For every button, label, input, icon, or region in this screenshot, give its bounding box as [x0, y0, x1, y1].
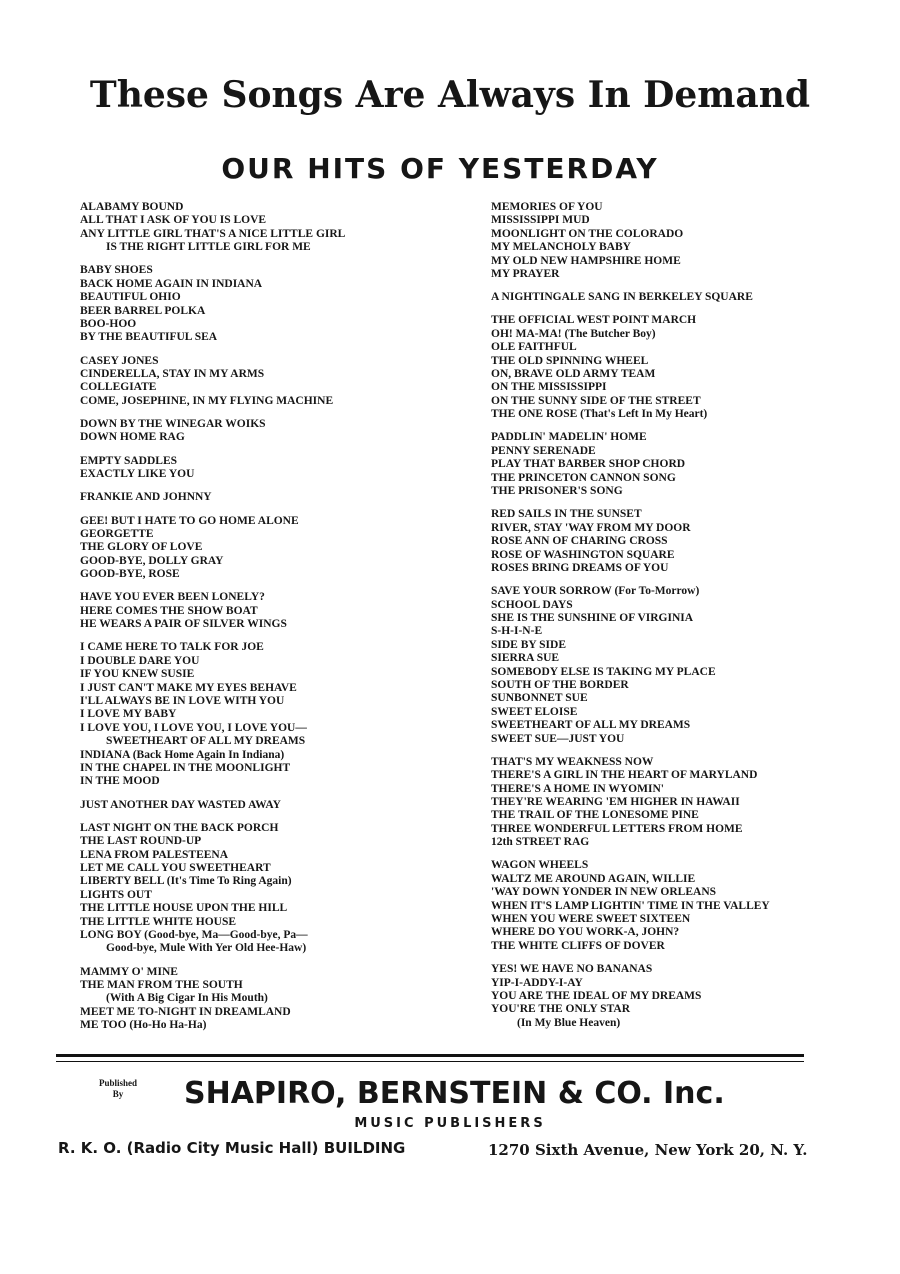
song-title-line: SWEETHEART OF ALL MY DREAMS [491, 719, 691, 732]
song-title-line: BY THE BEAUTIFUL SEA [80, 331, 218, 344]
song-group [491, 314, 836, 421]
song-title-line: WHEN YOU WERE SWEET SIXTEEN [491, 913, 691, 926]
song-title [80, 749, 450, 762]
song-title [491, 733, 836, 746]
song-group [491, 201, 836, 281]
song-title [80, 695, 450, 708]
song-title-line: YOU ARE THE IDEAL OF MY DREAMS [491, 989, 702, 1002]
song-title [80, 655, 450, 668]
song-title-line: THAT'S MY WEAKNESS NOW [491, 755, 654, 768]
song-title [80, 902, 450, 915]
song-title [80, 468, 450, 481]
song-title-line: THE ONE ROSE (That's Left In My Heart) [491, 408, 708, 421]
song-title [80, 355, 450, 368]
song-title-line: LIGHTS OUT [80, 888, 152, 901]
song-title [80, 431, 450, 444]
song-title-line: S-H-I-N-E [491, 625, 543, 638]
song-title [80, 568, 450, 581]
song-title [491, 241, 836, 254]
song-title-line: WHERE DO YOU WORK-A, JOHN? [491, 926, 680, 939]
song-title-line: OH! MA-MA! (The Butcher Boy) [491, 327, 656, 340]
song-title-line: THERE'S A HOME IN WYOMIN' [491, 782, 664, 795]
song-group [80, 641, 450, 788]
song-title [80, 835, 450, 848]
song-title-line: RIVER, STAY 'WAY FROM MY DOOR [491, 521, 691, 534]
song-title-line: MY PRAYER [491, 268, 560, 281]
song-title-line: ALABAMY BOUND [80, 201, 184, 213]
song-title-line: ON THE MISSISSIPPI [491, 381, 607, 394]
song-title-line: 12th STREET RAG [491, 836, 590, 849]
song-title [491, 706, 836, 719]
song-title-line: SOMEBODY ELSE IS TAKING MY PLACE [491, 665, 716, 678]
song-title [491, 201, 836, 214]
song-title-line: THE PRINCETON CANNON SONG [491, 471, 676, 484]
song-title-line: ON, BRAVE OLD ARMY TEAM [491, 368, 656, 381]
song-title [491, 368, 836, 381]
song-title [491, 666, 836, 679]
song-title-line: MEET ME TO-NIGHT IN DREAMLAND [80, 1005, 291, 1018]
song-title [491, 926, 836, 939]
song-title [491, 679, 836, 692]
song-title [491, 836, 836, 849]
song-title-line: I LOVE MY BABY [80, 708, 177, 721]
song-title-line: CINDERELLA, STAY IN MY ARMS [80, 368, 265, 381]
song-group [80, 822, 450, 956]
song-title-line: MEMORIES OF YOU [491, 201, 603, 213]
song-title-line: IF YOU KNEW SUSIE [80, 668, 195, 681]
page-headline: These Songs Are Always In Demand [89, 74, 811, 116]
song-title-line: GEE! BUT I HATE TO GO HOME ALONE [80, 514, 299, 527]
song-title [491, 652, 836, 665]
song-title [80, 305, 450, 318]
song-title [491, 599, 836, 612]
song-title [80, 929, 450, 956]
song-title [491, 977, 836, 990]
publisher-address: 1270 Sixth Avenue, New York 20, N. Y. [488, 1141, 808, 1159]
song-title-line: MY OLD NEW HAMPSHIRE HOME [491, 254, 681, 267]
song-title [491, 395, 836, 408]
song-title [491, 783, 836, 796]
song-title [491, 535, 836, 548]
song-title-line: PLAY THAT BARBER SHOP CHORD [491, 458, 686, 471]
song-title [491, 355, 836, 368]
song-title [491, 328, 836, 341]
song-title [491, 719, 836, 732]
song-title-line: SIDE BY SIDE [491, 638, 566, 651]
song-title [491, 431, 836, 444]
song-title [80, 395, 450, 408]
song-title-line: THE LAST ROUND-UP [80, 835, 202, 848]
song-title-line: ON THE SUNNY SIDE OF THE STREET [491, 394, 701, 407]
song-title [80, 1006, 450, 1019]
song-title-line: YOU'RE THE ONLY STAR [491, 1003, 630, 1016]
song-title [80, 682, 450, 695]
song-title-line: EXACTLY LIKE YOU [80, 468, 195, 481]
song-title [491, 692, 836, 705]
song-title-line: DOWN BY THE WINEGAR WOIKS [80, 418, 266, 431]
song-title-continuation: SWEETHEART OF ALL MY DREAMS [106, 735, 306, 748]
song-title [80, 966, 450, 979]
publisher-tagline: MUSIC PUBLISHERS [354, 1116, 546, 1131]
song-title-line: THE MAN FROM THE SOUTH [80, 979, 243, 992]
song-title-line: ROSE OF WASHINGTON SQUARE [491, 548, 675, 561]
song-title [491, 796, 836, 809]
song-title-line: SAVE YOUR SORROW (For To-Morrow) [491, 585, 700, 598]
song-title [80, 515, 450, 528]
song-title-line: FRANKIE AND JOHNNY [80, 491, 212, 504]
song-title [491, 508, 836, 521]
song-title [491, 585, 836, 598]
song-title-continuation: (In My Blue Heaven) [517, 1016, 621, 1029]
song-title-line: THERE'S A GIRL IN THE HEART OF MARYLAND [491, 769, 758, 782]
song-title-line: WAGON WHEELS [491, 859, 589, 872]
song-title [80, 862, 450, 875]
song-title [491, 445, 836, 458]
song-title-line: COLLEGIATE [80, 381, 157, 394]
song-title-line: THE LITTLE HOUSE UPON THE HILL [80, 902, 288, 915]
published-label: Published [98, 1078, 138, 1088]
song-title [491, 900, 836, 913]
song-title [491, 639, 836, 652]
song-title-line: SHE IS THE SUNSHINE OF VIRGINIA [491, 611, 694, 624]
song-title [491, 859, 836, 872]
song-title [491, 809, 836, 822]
song-title [491, 886, 836, 899]
song-title [80, 916, 450, 929]
song-title [80, 775, 450, 788]
song-title-line: THE TRAIL OF THE LONESOME PINE [491, 809, 699, 822]
song-title-continuation: Good-bye, Mule With Yer Old Hee-Haw) [106, 942, 307, 955]
footer-rule-thick [56, 1054, 804, 1057]
song-title-line: IN THE MOOD [80, 775, 160, 788]
song-group [80, 515, 450, 582]
song-title-line: BACK HOME AGAIN IN INDIANA [80, 277, 263, 290]
song-title [80, 264, 450, 277]
publisher-name: SHAPIRO, BERNSTEIN & CO. Inc. [184, 1076, 725, 1111]
song-title-line: THE PRISONER'S SONG [491, 485, 623, 498]
song-title-line: PADDLIN' MADELIN' HOME [491, 431, 647, 444]
song-title-line: HERE COMES THE SHOW BOAT [80, 604, 258, 617]
song-title-line: DOWN HOME RAG [80, 431, 185, 444]
song-title-line: SWEET SUE—JUST YOU [491, 732, 625, 745]
song-title [491, 562, 836, 575]
song-group [491, 859, 836, 953]
song-title-line: RED SAILS IN THE SUNSET [491, 508, 642, 521]
song-title [491, 522, 836, 535]
song-title [491, 228, 836, 241]
song-title-line: THE WHITE CLIFFS OF DOVER [491, 939, 665, 952]
song-title-line: THE LITTLE WHITE HOUSE [80, 915, 237, 928]
song-title [80, 318, 450, 331]
song-title-line: SCHOOL DAYS [491, 598, 573, 611]
song-title [80, 605, 450, 618]
song-title [491, 940, 836, 953]
song-title-line: LONG BOY (Good-bye, Ma—Good-bye, Pa— [80, 929, 308, 942]
song-title-line: MAMMY O' MINE [80, 965, 178, 978]
song-title [491, 214, 836, 227]
song-title-line: JUST ANOTHER DAY WASTED AWAY [80, 798, 281, 811]
song-group [491, 291, 836, 304]
song-title [80, 331, 450, 344]
song-title [491, 268, 836, 281]
song-title-line: ANY LITTLE GIRL THAT'S A NICE LITTLE GIRL [80, 227, 346, 240]
song-title-line: I'LL ALWAYS BE IN LOVE WITH YOU [80, 694, 285, 707]
song-title [491, 873, 836, 886]
song-title-line: IN THE CHAPEL IN THE MOONLIGHT [80, 762, 291, 774]
song-title-line: ME TOO (Ho-Ho Ha-Ha) [80, 1019, 207, 1032]
song-title-line: WHEN IT'S LAMP LIGHTIN' TIME IN THE VALLEY [491, 899, 770, 912]
song-group [80, 799, 450, 812]
song-title-line: 'WAY DOWN YONDER IN NEW ORLEANS [491, 886, 717, 899]
song-group [491, 963, 836, 1030]
song-title [80, 849, 450, 862]
song-title-line: THE GLORY OF LOVE [80, 541, 203, 554]
song-title [491, 625, 836, 638]
song-title-line: I LOVE YOU, I LOVE YOU, I LOVE YOU— [80, 721, 307, 734]
song-title-line: I CAME HERE TO TALK FOR JOE [80, 641, 264, 654]
song-title-line: SWEET ELOISE [491, 705, 578, 718]
song-title-line: ROSES BRING DREAMS OF YOU [491, 561, 669, 574]
song-title [80, 668, 450, 681]
song-title-line: LIBERTY BELL (It's Time To Ring Again) [80, 875, 292, 888]
song-group [80, 591, 450, 631]
song-title-continuation: IS THE RIGHT LITTLE GIRL FOR ME [106, 241, 311, 254]
song-group [491, 431, 836, 498]
song-title-line: I DOUBLE DARE YOU [80, 654, 200, 667]
song-title-line: SUNBONNET SUE [491, 692, 588, 705]
song-title [491, 255, 836, 268]
song-title [80, 228, 450, 255]
song-title [80, 381, 450, 394]
song-title-line: SOUTH OF THE BORDER [491, 678, 629, 691]
song-title-line: MY MELANCHOLY BABY [491, 241, 631, 254]
song-group [491, 585, 836, 746]
song-title [80, 618, 450, 631]
song-title-line: THE OFFICIAL WEST POINT MARCH [491, 314, 697, 327]
song-title-line: ALL THAT I ASK OF YOU IS LOVE [80, 214, 267, 227]
song-title [491, 458, 836, 471]
song-column-right [491, 201, 836, 1040]
song-title [80, 278, 450, 291]
song-title [80, 214, 450, 227]
song-title-line: MISSISSIPPI MUD [491, 214, 590, 227]
song-title [491, 913, 836, 926]
song-title-line: GEORGETTE [80, 527, 154, 540]
song-title [80, 591, 450, 604]
song-title [491, 472, 836, 485]
publisher-building: R. K. O. (Radio City Music Hall) BUILDING [58, 1139, 406, 1157]
song-title [491, 1003, 836, 1030]
song-title [491, 314, 836, 327]
song-title [491, 990, 836, 1003]
song-group [80, 491, 450, 504]
song-title-line: COME, JOSEPHINE, IN MY FLYING MACHINE [80, 394, 334, 407]
song-group [80, 966, 450, 1033]
song-title [80, 722, 450, 749]
song-title-line: CASEY JONES [80, 354, 159, 367]
song-title-line: BOO-HOO [80, 318, 137, 331]
song-title-line: EMPTY SADDLES [80, 454, 178, 467]
song-title [80, 418, 450, 431]
song-title-line: PENNY SERENADE [491, 444, 596, 457]
song-title-line: A NIGHTINGALE SANG IN BERKELEY SQUARE [491, 291, 753, 304]
song-title-line: LET ME CALL YOU SWEETHEART [80, 862, 271, 875]
song-title-line: LAST NIGHT ON THE BACK PORCH [80, 821, 279, 834]
song-title-line: ROSE ANN OF CHARING CROSS [491, 535, 668, 548]
song-title-line: INDIANA (Back Home Again In Indiana) [80, 748, 285, 761]
song-title [491, 408, 836, 421]
song-title [80, 762, 450, 775]
song-title-line: LENA FROM PALESTEENA [80, 848, 229, 861]
song-title-continuation: (With A Big Cigar In His Mouth) [106, 992, 268, 1005]
song-title-line: OLE FAITHFUL [491, 341, 577, 354]
song-title [80, 822, 450, 835]
song-title-line: I JUST CAN'T MAKE MY EYES BEHAVE [80, 681, 297, 694]
song-title [491, 381, 836, 394]
song-title-line: THREE WONDERFUL LETTERS FROM HOME [491, 822, 743, 835]
song-title [491, 549, 836, 562]
footer-rule-thin [56, 1061, 804, 1062]
song-group [80, 418, 450, 445]
song-title [80, 201, 450, 214]
song-title [80, 455, 450, 468]
song-title-line: YIP-I-ADDY-I-AY [491, 976, 583, 989]
song-title-line: THE OLD SPINNING WHEEL [491, 354, 649, 367]
song-title [491, 963, 836, 976]
song-title-line: YES! WE HAVE NO BANANAS [491, 963, 653, 976]
song-title-line: HAVE YOU EVER BEEN LONELY? [80, 591, 265, 604]
song-title-line: GOOD-BYE, ROSE [80, 568, 180, 581]
song-title [80, 708, 450, 721]
song-title-line: GOOD-BYE, DOLLY GRAY [80, 554, 224, 567]
song-title [80, 979, 450, 1006]
song-title [491, 612, 836, 625]
song-title [80, 291, 450, 304]
song-title [80, 555, 450, 568]
section-title: OUR HITS OF YESTERDAY [221, 152, 659, 185]
published-by-label [96, 1078, 140, 1100]
song-title [80, 368, 450, 381]
song-title [80, 889, 450, 902]
song-title-line: BEER BARREL POLKA [80, 304, 206, 317]
song-title-line: WALTZ ME AROUND AGAIN, WILLIE [491, 872, 696, 885]
song-title-line: HE WEARS A PAIR OF SILVER WINGS [80, 618, 287, 631]
song-group [80, 355, 450, 409]
song-title [491, 291, 836, 304]
song-column-left [80, 201, 450, 1043]
song-title [80, 491, 450, 504]
song-title-line: MOONLIGHT ON THE COLORADO [491, 227, 684, 240]
song-title [80, 1019, 450, 1032]
song-title [491, 756, 836, 769]
song-title [80, 799, 450, 812]
song-title-line: BABY SHOES [80, 264, 153, 277]
song-group [80, 264, 450, 344]
song-group [491, 508, 836, 575]
by-label: By [112, 1089, 124, 1099]
song-title [80, 541, 450, 554]
song-title [491, 769, 836, 782]
song-title [80, 875, 450, 888]
song-group [80, 201, 450, 255]
song-title-line: BEAUTIFUL OHIO [80, 291, 181, 304]
song-title [491, 341, 836, 354]
song-title [491, 485, 836, 498]
song-title [491, 823, 836, 836]
song-group [80, 455, 450, 482]
song-group [491, 756, 836, 850]
song-title [80, 641, 450, 654]
song-title-line: SIERRA SUE [491, 652, 560, 665]
song-title-line: THEY'RE WEARING 'EM HIGHER IN HAWAII [491, 796, 740, 809]
song-title [80, 528, 450, 541]
